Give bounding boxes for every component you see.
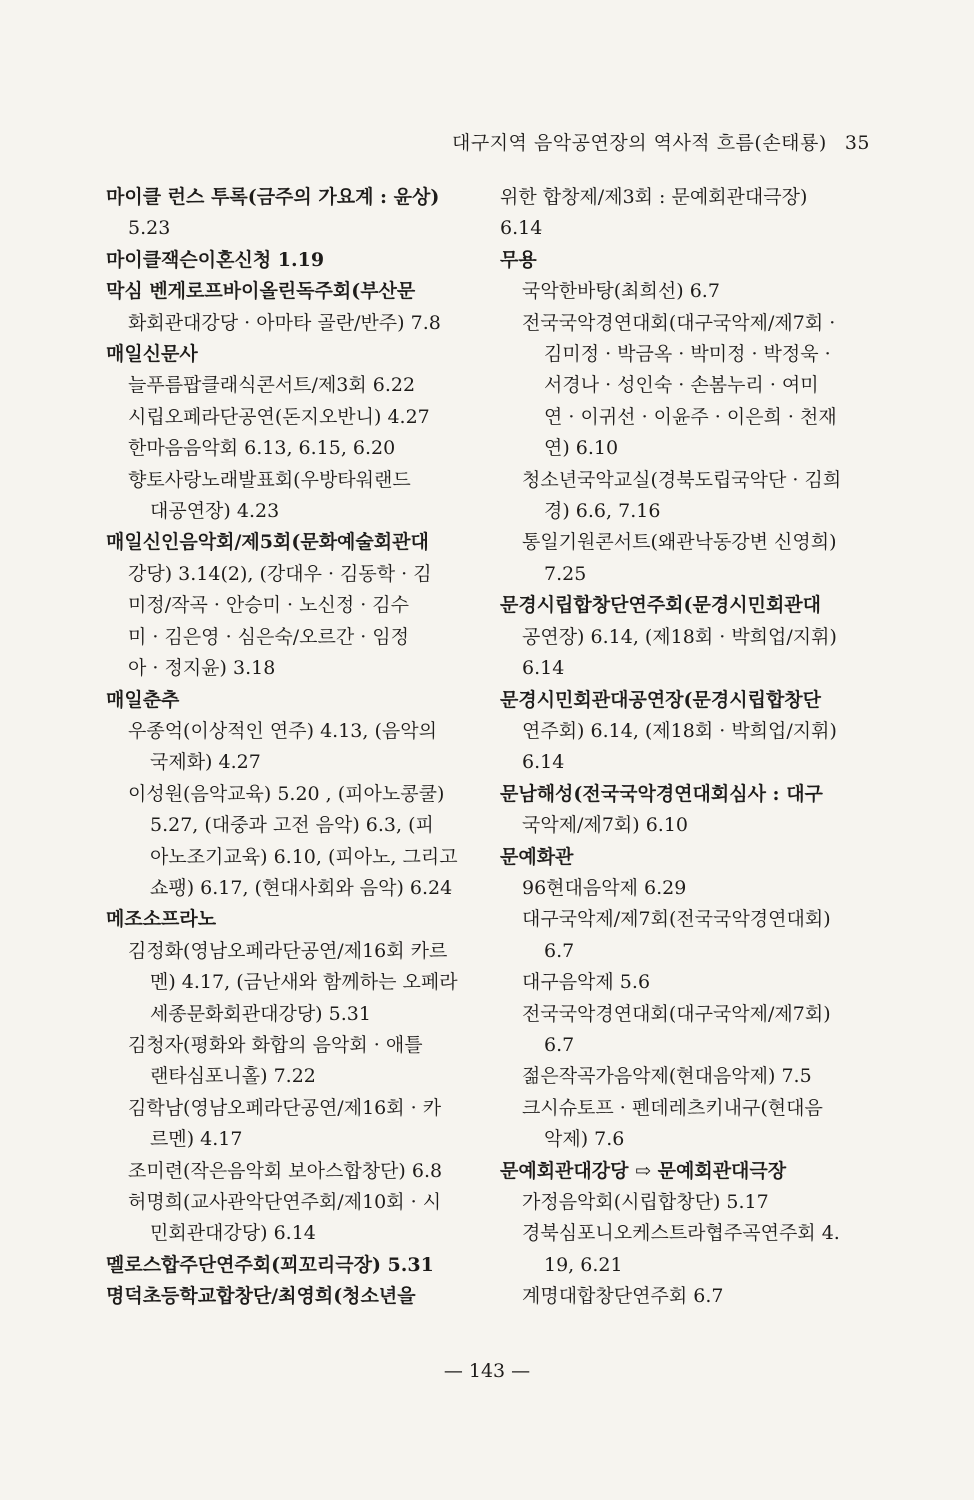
index-entry-line: 6.14 (522, 751, 565, 774)
index-entry-line: 한마음음악회 6.13, 6.15, 6.20 (128, 437, 396, 460)
index-heading-entry (106, 1281, 478, 1312)
index-entry-line: 계명대합창단연주회 6.7 (522, 1285, 724, 1308)
index-entry-line: 통일기원콘서트(왜관낙동강변 신영희) (522, 531, 837, 554)
index-entry-line: 막심 벤게로프바이올린독주회(부산문 (106, 280, 416, 303)
index-subentry (500, 1218, 870, 1281)
index-entry-line: 우종억(이상적인 연주) 4.13, (음악의 (128, 719, 437, 742)
index-entry-line: 문예화관 (500, 845, 574, 868)
index-column-right (500, 182, 870, 1313)
index-entry-line: 김청자(평화와 화합의 음악회 · 애틀 (128, 1033, 423, 1056)
index-heading-entry (106, 904, 478, 935)
index-entry-line: 명덕초등학교합창단/최영희(청소년을 (106, 1285, 416, 1308)
index-entry-line: 6.7 (544, 939, 575, 962)
index-entry-line: 마이클 런스 투록(금주의 가요계 : 윤상) (106, 186, 440, 208)
index-subentry (106, 936, 478, 1030)
index-entry-line: 세종문화회관대강당) 5.31 (150, 1002, 371, 1025)
index-entry-line: 조미련(작은음악회 보아스합창단) 6.8 (128, 1159, 443, 1182)
index-heading-entry (106, 245, 478, 276)
index-entry-line: 메조소프라노 (106, 908, 217, 931)
index-entry-line: 미정/작곡 · 안승미 · 노신정 · 김수 (128, 594, 410, 617)
index-entry-line: 6.7 (544, 1033, 575, 1056)
index-entry-line: 국악제/제7회) 6.10 (522, 814, 689, 837)
index-entry-line: 7.25 (544, 562, 587, 585)
index-subentry (500, 1061, 870, 1092)
index-subentry (500, 465, 870, 528)
index-entry-line: 전국국악경연대회(대구국악제/제7회) (522, 1002, 831, 1025)
index-heading-entry (106, 182, 478, 245)
index-heading-entry (500, 842, 870, 873)
index-entry-line: 아노조기교육) 6.10, (피아노, 그리고 (150, 845, 458, 868)
index-entry-line: 쇼팽) 6.17, (현대사회와 음악) 6.24 (150, 876, 453, 899)
index-column-left (106, 182, 478, 1313)
index-subentry (106, 779, 478, 905)
index-entry-line: 6.14 (500, 217, 543, 240)
index-entry-line: 강당) 3.14(2), (강대우 · 김동학 · 김 (128, 562, 432, 585)
index-entry-line: 서경나 · 성인숙 · 손봄누리 · 여미 (544, 374, 819, 397)
index-entry-line: 경) 6.6, 7.16 (544, 500, 661, 523)
index-entry-line: 문예회관대강당 ⇨ 문예회관대극장 (500, 1159, 787, 1182)
index-continued-entry (500, 182, 870, 245)
index-entry-line: 화회관대강당 · 아마타 골란/반주) 7.8 (128, 311, 441, 334)
index-entry-line: 대공연장) 4.23 (150, 500, 280, 523)
index-entry-line: 멜로스합주단연주회(꾀꼬리극장) 5.31 (106, 1253, 434, 1276)
index-entry-line: 마이클잭슨이혼신청 1.19 (106, 248, 325, 271)
index-entry-line: 청소년국악교실(경북도립국악단 · 김희 (522, 468, 842, 491)
index-entry-line: 랜타심포니홀) 7.22 (150, 1065, 316, 1088)
running-header (452, 128, 870, 155)
index-subentry (500, 967, 870, 998)
index-entry-line: 대구국악제/제7회(전국국악경연대회) (522, 908, 831, 931)
index-heading-entry (500, 1156, 870, 1187)
index-entry-line: 늘푸름팝클래식콘서트/제3회 6.22 (128, 374, 416, 397)
index-entry-line: 위한 합창제/제3회 : 문예회관대극장) (500, 186, 808, 208)
index-heading-entry (106, 339, 478, 370)
index-entry-line: 무용 (500, 248, 537, 271)
index-heading-entry (106, 276, 478, 339)
index-entry-line: 19, 6.21 (544, 1253, 623, 1276)
index-subentry (500, 276, 870, 307)
index-subentry (106, 716, 478, 779)
index-entry-line: 젊은작곡가음악제(현대음악제) 7.5 (522, 1065, 812, 1088)
index-subentry (500, 1187, 870, 1218)
index-subentry (106, 402, 478, 433)
index-subentry (500, 308, 870, 465)
index-subentry (500, 873, 870, 904)
index-entry-line: 매일춘추 (106, 688, 180, 711)
index-entry-line: 6.14 (522, 657, 565, 680)
page-footer (0, 1360, 974, 1382)
header-page-number: 35 (844, 132, 870, 154)
index-heading-entry (500, 590, 870, 684)
index-entry-line: 공연장) 6.14, (제18회 · 박희업/지휘) (522, 625, 837, 648)
index-entry-line: 민회관대강당) 6.14 (150, 1222, 316, 1245)
index-heading-entry (500, 685, 870, 779)
index-entry-line: 시립오페라단공연(돈지오반니) 4.27 (128, 405, 430, 428)
index-subentry (500, 527, 870, 590)
index-entry-line: 르멘) 4.17 (150, 1128, 243, 1151)
index-subentry (500, 999, 870, 1062)
index-entry-line: 이성원(음악교육) 5.20 , (피아노콩쿨) (128, 782, 445, 805)
index-entry-line: 국제화) 4.27 (150, 751, 261, 774)
index-entry-line: 경북심포니오케스트라협주곡연주회 4. (522, 1222, 840, 1245)
index-entry-line: 문경시립합창단연주회(문경시민회관대 (500, 594, 822, 617)
index-subentry (106, 370, 478, 401)
index-subentry (106, 433, 478, 464)
index-subentry (106, 1093, 478, 1156)
index-entry-line: 매일신인음악회/제5회(문화예술회관대 (106, 531, 429, 554)
index-entry-line: 5.23 (128, 217, 171, 240)
index-entry-line: 악제) 7.6 (544, 1128, 625, 1151)
index-entry-line: 미 · 김은영 · 심은숙/오르간 · 임정 (128, 625, 410, 648)
index-entry-line: 크시슈토프 · 펜데레츠키내구(현대음 (522, 1096, 823, 1119)
index-entry-line: 허명희(교사관악단연주회/제10회 · 시 (128, 1191, 442, 1213)
index-entry-line: 문남해성(전국국악경연대회심사 : 대구 (500, 782, 823, 805)
index-subentry (106, 1187, 478, 1250)
footer-page-number: — 143 — (443, 1360, 531, 1382)
index-entry-line: 김미정 · 박금옥 · 박미정 · 박정욱 · (544, 343, 831, 366)
index-entry-line: 향토사랑노래발표회(우방타워랜드 (128, 468, 411, 491)
index-entry-line: 연) 6.10 (544, 437, 619, 460)
index-entry-line: 연 · 이귀선 · 이윤주 · 이은희 · 천재 (544, 405, 837, 428)
index-subentry (500, 904, 870, 967)
index-entry-line: 국악한바탕(최희선) 6.7 (522, 280, 720, 303)
index-subentry (106, 465, 478, 528)
index-entry-line: 아 · 정지윤) 3.18 (128, 657, 276, 680)
index-entry-line: 매일신문사 (106, 343, 198, 366)
index-entry-line: 5.27, (대중과 고전 음악) 6.3, (피 (150, 814, 434, 837)
index-subentry (500, 1093, 870, 1156)
index-subentry (106, 1156, 478, 1187)
index-entry-line: 전국국악경연대회(대구국악제/제7회 · (522, 311, 836, 334)
index-heading-entry (500, 245, 870, 276)
index-heading-entry (500, 779, 870, 842)
index-entry-line: 연주회) 6.14, (제18회 · 박희업/지휘) (522, 719, 837, 742)
index-entry-line: 김학남(영남오페라단공연/제16회 · 카 (128, 1096, 442, 1119)
index-entry-line: 문경시민회관대공연장(문경시립합창단 (500, 688, 822, 711)
index-heading-entry (106, 527, 478, 684)
index-subentry (500, 1281, 870, 1312)
running-header-title: 대구지역 음악공연장의 역사적 흐름(손태룡) (451, 132, 827, 154)
index-heading-entry (106, 685, 478, 716)
index-entry-line: 멘) 4.17, (금난새와 함께하는 오페라 (150, 971, 458, 994)
index-heading-entry (106, 1250, 478, 1281)
index-entry-line: 김정화(영남오페라단공연/제16회 카르 (128, 939, 448, 962)
index-entry-line: 대구음악제 5.6 (522, 971, 651, 994)
index-subentry (106, 1030, 478, 1093)
index-entry-line: 가정음악회(시립합창단) 5.17 (522, 1191, 769, 1213)
index-entry-line: 96현대음악제 6.29 (522, 876, 687, 899)
